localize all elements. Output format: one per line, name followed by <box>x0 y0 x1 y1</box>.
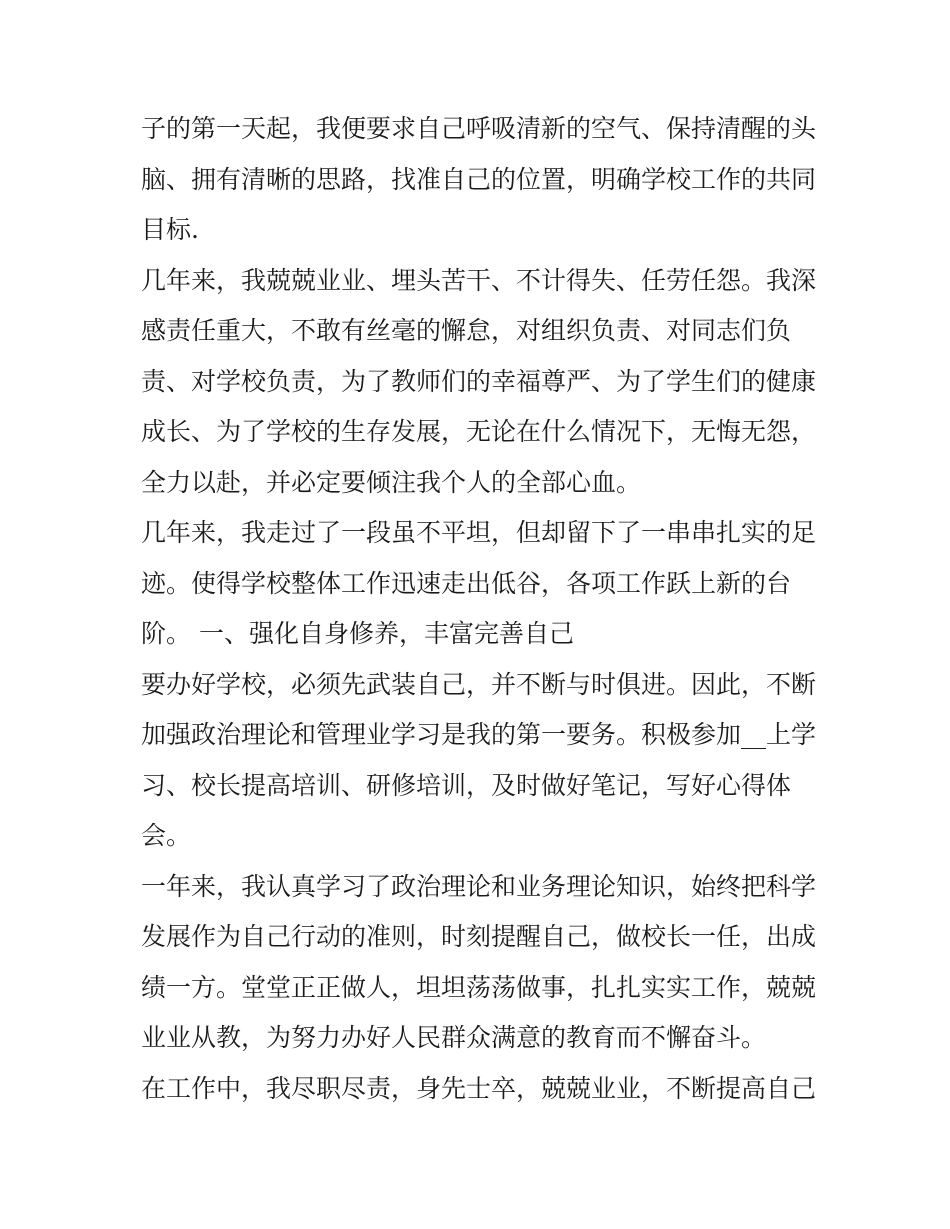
text-line: 一年来，我认真学习了政治理论和业务理论知识，始终把科学 <box>141 871 817 901</box>
text-line: 感责任重大，不敢有丝毫的懈怠，对组织负责、对同志们负 <box>141 316 792 345</box>
text-line: 迹。使得学校整体工作迅速走出低谷，各项工作跃上新的台 <box>141 568 792 598</box>
text-line: 发展作为自己行动的准则，时刻提醒自己，做校长一任，出成 <box>141 922 817 951</box>
text-line: 要办好学校，必须先武装自己，并不断与时俱进。因此，不断 <box>141 669 817 699</box>
text-line: 责、对学校负责，为了教师们的幸福尊严、为了学生们的健康 <box>141 366 817 396</box>
text-line: 习、校长提高培训、研修培训，及时做好笔记，写好心得体 <box>141 770 792 800</box>
section-heading-line: 阶。 一、强化自身修养，丰富完善自己 <box>141 619 574 648</box>
text-line: 会。 <box>141 821 192 850</box>
text-line: 目标. <box>141 215 199 244</box>
text-line: 子的第一天起，我便要求自己呼吸清新的空气、保持清醒的头 <box>141 114 817 143</box>
text-line: 绩一方。堂堂正正做人，坦坦荡荡做事，扎扎实实工作，兢兢 <box>141 972 817 1002</box>
text-line: 成长、为了学校的生存发展，无论在什么情况下，无悔无怨， <box>141 417 817 446</box>
text-line: 业业从教，为努力办好人民群众满意的教育而不懈奋斗。 <box>141 1023 767 1052</box>
text-line: 全力以赴，并必定要倾注我个人的全部心血。 <box>141 467 642 497</box>
document-body <box>141 104 821 1114</box>
text-line: 脑、拥有清晰的思路，找准自己的位置，明确学校工作的共同 <box>141 164 817 194</box>
text-line: 几年来，我走过了一段虽不平坦，但却留下了一串串扎实的足 <box>141 518 817 547</box>
text-line: 加强政治理论和管理业学习是我的第一要务。积极参加__上学 <box>141 720 817 749</box>
text-line: 几年来，我兢兢业业、埋头苦干、不计得失、任劳任怨。我深 <box>141 265 817 295</box>
text-line: 在工作中，我尽职尽责，身先士卒，兢兢业业，不断提高自己 <box>141 1073 817 1103</box>
